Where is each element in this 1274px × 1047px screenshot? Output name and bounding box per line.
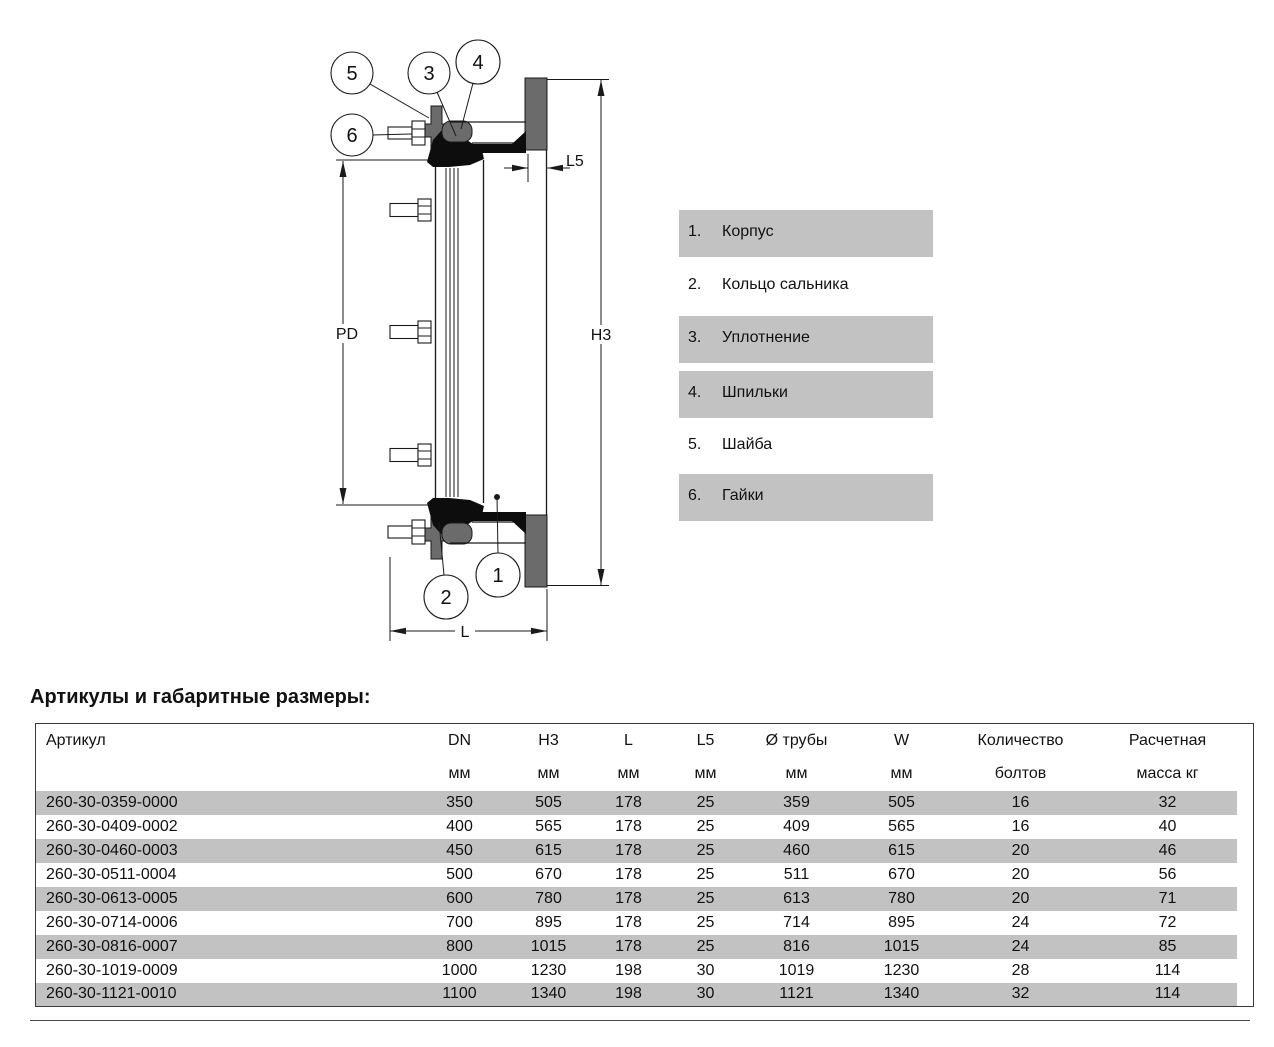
filler-cell [1237,959,1254,983]
table-row [36,839,1254,863]
col-unit: масса кг [1136,765,1199,782]
value-cell: 178 [615,817,642,835]
value-cell: 780 [861,887,943,911]
legend-number: 5. [688,436,702,453]
value-cell: 600 [401,887,519,911]
value-cell: 198 [615,961,642,979]
value-cell: 178 [579,839,679,863]
value-cell: 615 [519,839,579,863]
balloon-4 [456,40,500,84]
legend-item-2 [679,263,933,310]
col-header: Количество [977,731,1064,749]
value-cell: 25 [679,935,733,959]
value-cell: 24 [1011,913,1030,931]
value-cell: 28 [1011,961,1030,979]
col-header: DN [447,731,472,749]
value-cell: 178 [579,791,679,815]
col-unit: мм [890,765,913,782]
legend-number: 2. [688,276,702,293]
col-unit [36,758,401,791]
col-header: Расчетная [1128,731,1207,749]
filler-cell [1237,815,1254,839]
header-row-units [36,758,1254,791]
table-row [36,815,1254,839]
col-header: W [893,731,910,749]
legend-label: Кольцо сальника [722,276,849,293]
legend-item-4 [679,371,933,418]
value-cell: 24 [943,935,1099,959]
filler-cell [1237,935,1254,959]
legend-label: Уплотнение [722,329,810,346]
value-cell: 46 [1099,839,1237,863]
col-header: H3 [538,731,559,749]
value-cell: 1340 [861,983,943,1007]
col-unit: мм [448,765,471,782]
value-cell: 1100 [401,983,519,1007]
value-cell: 56 [1158,865,1177,883]
wall-flange-top [525,78,547,150]
dim-label-l5: L5 [566,153,584,170]
value-cell: 565 [535,817,562,835]
value-cell: 1015 [861,935,943,959]
header-row-names [36,724,1254,758]
value-cell: 30 [679,983,733,1007]
dimensions-table [35,723,1254,1007]
svg-text:6: 6 [346,125,358,147]
bolt [390,321,431,343]
table-row [36,887,1254,911]
table-row [36,935,1254,959]
table-body [36,791,1254,1007]
col-header: Ø трубы [765,731,828,749]
legend-item-5 [679,423,933,470]
col-unit: мм [694,765,717,782]
filler-cell [1237,887,1254,911]
value-cell: 1230 [883,961,920,979]
value-cell: 1121 [733,983,861,1007]
balloon-6 [331,114,373,156]
table-title: Артикулы и габаритные размеры: [30,686,371,708]
value-cell: 178 [579,935,679,959]
legend-number: 6. [688,487,702,504]
value-cell: 178 [579,887,679,911]
value-cell: 72 [1158,913,1177,931]
value-cell: 178 [615,865,642,883]
value-cell: 71 [1099,887,1237,911]
legend-number: 1. [688,223,702,240]
value-cell: 25 [696,865,715,883]
svg-text:1: 1 [492,565,504,587]
value-cell: 16 [943,791,1099,815]
article-cell: 260-30-0359-0000 [36,791,401,815]
article-cell: 260-30-0511-0004 [46,865,177,883]
value-cell: 1230 [530,961,567,979]
svg-text:3: 3 [423,63,435,85]
filler-cell [1237,911,1254,935]
dim-label-pd: PD [335,326,359,343]
value-cell: 615 [861,839,943,863]
value-cell: 30 [696,961,715,979]
value-cell: 409 [783,817,810,835]
value-cell: 400 [446,817,473,835]
filler-cell [1237,863,1254,887]
svg-text:4: 4 [472,52,484,74]
value-cell: 460 [733,839,861,863]
value-cell: 895 [535,913,562,931]
legend-item-6 [679,474,933,521]
value-cell: 1340 [519,983,579,1007]
value-cell: 613 [733,887,861,911]
table-row [36,983,1254,1007]
value-cell: 85 [1099,935,1237,959]
col-unit: мм [617,765,640,782]
article-cell: 260-30-0816-0007 [36,935,401,959]
value-cell: 178 [615,913,642,931]
legend-label: Корпус [722,223,774,240]
value-cell: 25 [679,887,733,911]
balloon-2 [424,575,468,619]
value-cell: 670 [888,865,915,883]
legend-number: 3. [688,329,702,346]
gland-top [388,106,526,167]
col-header: L [624,731,633,749]
value-cell: 505 [519,791,579,815]
value-cell: 816 [733,935,861,959]
article-cell: 260-30-0460-0003 [36,839,401,863]
article-cell: 260-30-1121-0010 [36,983,401,1007]
value-cell: 25 [696,913,715,931]
value-cell: 20 [943,839,1099,863]
value-cell: 895 [888,913,915,931]
article-cell: 260-30-1019-0009 [46,961,178,979]
svg-text:2: 2 [440,587,452,609]
dim-label-h3: H3 [590,327,612,344]
col-unit: мм [785,765,808,782]
wall-flange-bottom [525,515,547,587]
legend-item-1 [679,210,933,257]
value-cell: 32 [1099,791,1237,815]
col-unit: болтов [994,765,1047,782]
balloon-3 [408,52,450,94]
value-cell: 670 [535,865,562,883]
col-unit: мм [537,765,560,782]
value-cell: 198 [579,983,679,1007]
value-cell: 450 [401,839,519,863]
bottom-rule [30,1020,1250,1021]
table-row [36,791,1254,815]
value-cell: 565 [888,817,915,835]
value-cell: 40 [1158,817,1177,835]
filler-cell [1237,839,1254,863]
bolt [390,444,431,466]
table-row [36,863,1254,887]
legend-label: Гайки [722,487,764,504]
gland-bottom [388,498,526,559]
value-cell: 114 [1099,983,1237,1007]
legend-label: Шайба [722,436,773,453]
bolt [390,199,431,221]
table-row [36,911,1254,935]
value-cell: 359 [733,791,861,815]
dimension-l5 [504,153,584,182]
value-cell: 505 [861,791,943,815]
value-cell: 20 [943,887,1099,911]
value-cell: 350 [401,791,519,815]
svg-text:5: 5 [346,63,358,85]
value-cell: 25 [679,791,733,815]
value-cell: 780 [519,887,579,911]
col-header: Артикул [46,731,106,749]
value-cell: 20 [1011,865,1030,883]
technical-drawing [300,25,640,660]
table-row [36,959,1254,983]
value-cell: 511 [783,865,810,883]
legend-number: 4. [688,384,702,401]
col-header: L5 [696,731,715,749]
value-cell: 500 [446,865,473,883]
article-cell: 260-30-0714-0006 [46,913,178,931]
balloon-5 [331,52,373,94]
article-cell: 260-30-0409-0002 [46,817,178,835]
value-cell: 700 [446,913,473,931]
dim-label-l: L [460,624,470,641]
dimension-l [390,557,547,641]
filler-cell [1237,983,1254,1007]
legend-item-3 [679,316,933,363]
value-cell: 1015 [519,935,579,959]
value-cell: 714 [783,913,810,931]
article-cell: 260-30-0613-0005 [36,887,401,911]
value-cell: 114 [1154,961,1181,979]
value-cell: 25 [696,817,715,835]
value-cell: 32 [943,983,1099,1007]
legend-label: Шпильки [722,384,788,401]
value-cell: 1019 [778,961,815,979]
value-cell: 16 [1011,817,1030,835]
filler-cell [1237,791,1254,815]
value-cell: 1000 [441,961,478,979]
balloon-1 [476,553,520,597]
value-cell: 25 [679,839,733,863]
value-cell: 800 [401,935,519,959]
